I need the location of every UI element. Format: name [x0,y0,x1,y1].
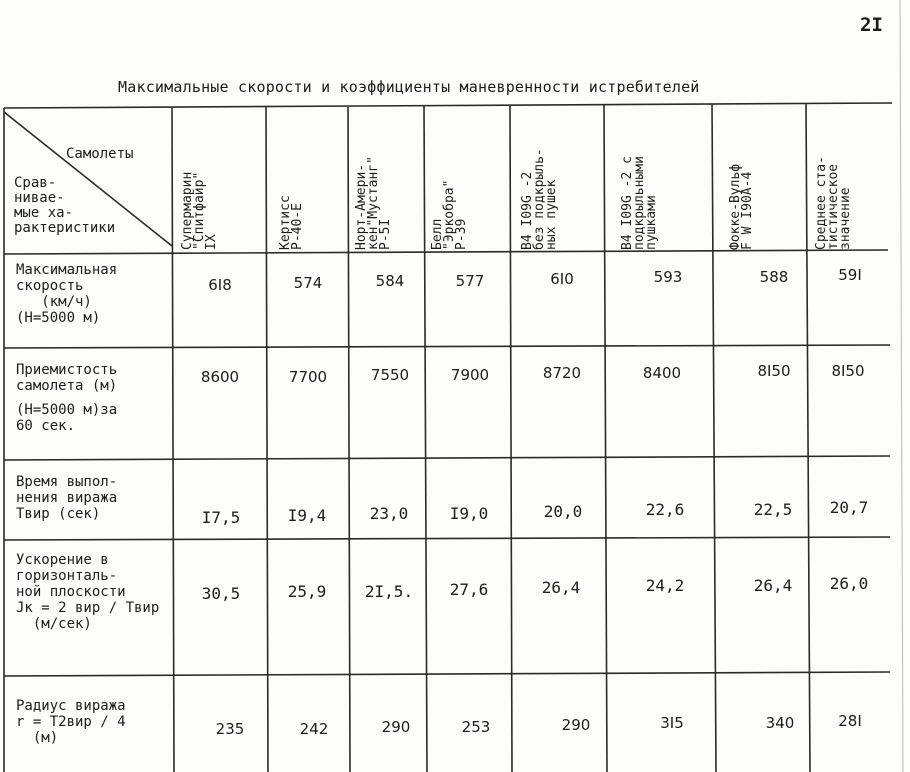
row-label-max-speed: Максимальная скорость (км/ч) (Н=5000 м) [16,262,118,326]
cell-climb-mustang: 7550 [370,366,410,384]
cell-accel-curtiss: 25,9 [287,582,327,601]
cell-speed-bf109-a: 6I0 [550,270,574,288]
cell-climb-fw190: 8I50 [757,362,791,380]
cell-radius-airacobra: 253 [461,718,491,736]
cell-accel-fw190: 26,4 [753,576,793,595]
cell-climb-bf109-b: 8400 [642,364,682,382]
corner-heading-aircraft: Самолеты [66,146,134,162]
col-rule-5 [510,106,512,772]
cell-speed-fw190: 588 [759,268,789,286]
cell-turn-time-average: 20,7 [829,498,869,517]
cell-accel-mustang: 2I,5. [364,582,414,601]
cell-speed-spitfire: 6I8 [208,276,232,294]
col-rule-4 [424,106,427,772]
page-number: 2I [860,14,883,36]
col-rule-6 [604,105,607,772]
cell-turn-time-spitfire: I7,5 [201,508,241,527]
row-label-turn-time: Время выпол- нения виража Твир (сек) [16,474,118,522]
cell-accel-spitfire: 30,5 [201,584,241,603]
column-header-average: Среднее ста- тистическое значение [814,156,853,250]
cell-speed-bf109-b: 593 [653,268,683,286]
row-rule-4 [4,672,890,676]
cell-speed-curtiss: 574 [293,274,323,292]
col-rule-7 [712,104,716,772]
cell-turn-time-airacobra: I9,0 [449,504,489,523]
cell-radius-bf109-b: 3I5 [660,714,684,732]
col-rule-1 [172,108,174,772]
column-header-mustang: Норт-Амери- кен"Мустанг" Р-5I [354,156,393,250]
cell-radius-fw190: 340 [765,714,795,732]
cell-climb-curtiss: 7700 [288,368,328,386]
cell-climb-average: 8I50 [831,362,865,380]
corner-heading-characteristics: Срав- нивае- мые ха- рактеристики [14,175,116,236]
scan-edge [900,0,903,772]
col-rule-2 [266,107,268,772]
column-header-bf109-cannons: В4 I09G -2 с подкрыльными пушками [620,156,659,250]
cell-climb-bf109-a: 8720 [542,364,582,382]
cell-turn-time-bf109-b: 22,6 [645,500,685,519]
cell-turn-time-bf109-a: 20,0 [543,502,583,521]
cell-radius-spitfire: 235 [215,720,245,738]
cell-accel-bf109-b: 24,2 [645,576,685,595]
cell-speed-average: 59I [838,266,862,284]
row-label-turn-radius: Радиус виража r = Т2вир / 4 (м) [16,698,126,746]
cell-climb-airacobra: 7900 [450,366,490,384]
row-rule-3 [4,537,890,540]
header-bottom-rule [4,250,888,254]
column-header-bf109-no-cannons: В4 I09G -2 без подкрыль- ных пушек [520,148,559,250]
cell-speed-mustang: 584 [375,272,405,290]
cell-accel-average: 26,0 [829,574,869,593]
cell-radius-mustang: 290 [381,718,411,736]
row-label-horizontal-acceleration: Ускорение в горизонталь- ной плоскости Jк = 2 вир / Твир (м/сек) [16,552,160,632]
table-top-border [4,103,892,108]
cell-accel-bf109-a: 26,4 [541,578,581,597]
table-title: Максимальные скорости и коэффициенты маневренности истребителей [118,78,700,96]
cell-radius-curtiss: 242 [299,720,329,738]
cell-radius-bf109-a: 290 [561,716,591,734]
column-header-spitfire: Супермарин "Спитфайр" IX [180,171,219,250]
column-header-airacobra: Белл "Эркобра" Р-39 [430,179,469,250]
column-header-curtiss: Кертисс Р-40-Е [278,195,305,250]
cell-turn-time-mustang: 23,0 [369,504,409,523]
cell-turn-time-fw190: 22,5 [753,500,793,519]
row-rule-2 [4,456,890,460]
col-rule-3 [348,107,350,772]
row-rule-1 [4,345,890,348]
cell-turn-time-curtiss: I9,4 [287,506,327,525]
cell-climb-spitfire: 8600 [200,368,240,386]
cell-speed-airacobra: 577 [455,272,485,290]
row-label-acceleration-climb: Приемистость самолета (м) (Н=5000 м)за 60 сек. [16,362,118,434]
cell-radius-average: 28I [838,712,862,730]
cell-accel-airacobra: 27,6 [449,580,489,599]
column-header-fw190: Фокке-Вульф F W I90A-4 [728,163,755,250]
